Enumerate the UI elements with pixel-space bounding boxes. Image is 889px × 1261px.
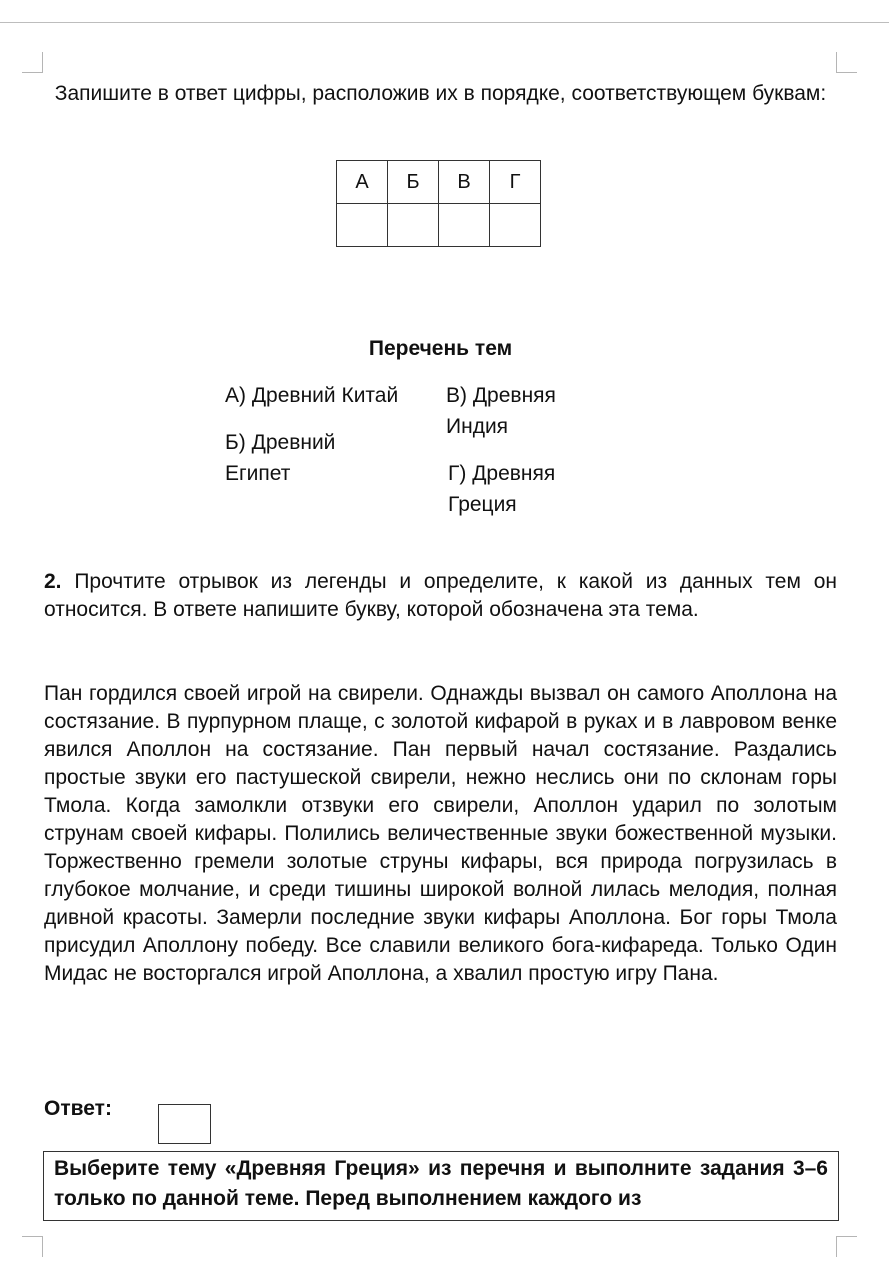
answer-cell-g[interactable] [490,204,541,247]
answer-input-box[interactable] [158,1104,211,1144]
page-corner-mark-top-right [836,52,857,73]
theme-item-v: В) Древняя Индия [446,384,556,438]
page-corner-mark-bottom-right [836,1236,857,1257]
viewer-top-bar [0,0,889,23]
answer-table [336,160,541,247]
answer-table-header-row [337,161,541,204]
answer-table-header-g: Г [490,161,541,204]
answer-cell-v[interactable] [439,204,490,247]
instruction-text: Запишите в ответ цифры, расположив их в порядке, соответствующем буквам: [54,82,827,105]
answer-cell-b[interactable] [388,204,439,247]
answer-table-value-row [337,204,541,247]
answer-cell-a[interactable] [337,204,388,247]
theme-item-b: Б) Древний Египет [225,431,336,485]
legend-text: Пан гордился своей игрой на свирели. Однажды вызвал он самого Аполлона на состязание. В пурпурном плаще, с золотой кифарой в руках и в лавровом венке явился Аполлон на состязание. Пан первый начал состязание. Раздались простые звуки его пастушеской свирели, нежно неслись они по склонам горы Тмола. Когда замолкли отзвуки его свирели, Аполлон ударил по золотым струнам своей кифары. Полились величественные звуки божественной музыки. Торжественно гремели золотые струны кифары, вся природа погрузилась в глубокое молчание, и среди тишины широкой волной лилась мелодия, полная дивной красоты. Замерли последние звуки кифары Аполлона. Бог горы Тмола присудил Аполлону победу. Все славили великого бога-кифареда. Только Один Мидас не восторгался игрой Аполлона, а хвалил простую игру Пана. [44,682,837,985]
answer-table-header-b: Б [388,161,439,204]
question-2-number: 2. [44,570,62,593]
answer-label: Ответ: [44,1097,112,1120]
answer-table-header-v: В [439,161,490,204]
page-corner-mark-top-left [22,52,43,73]
question-2-text: Прочтите отрывок из легенды и определите, к какой из данных тем он относится. В ответе напишите букву, которой обозначена эта тема. [44,570,837,621]
instruction-note-box: Выберите тему «Древняя Греция» из перечня и выполните задания 3–6 только по данной теме. Перед выполнением каждого из [43,1151,839,1221]
page-corner-mark-bottom-left [22,1236,43,1257]
answer-table-header-a: А [337,161,388,204]
themes-title: Перечень тем [368,337,513,360]
theme-item-g: Г) Древняя Греция [448,462,556,516]
question-2 [44,568,837,624]
theme-item-a: А) Древний Китай [225,384,399,407]
